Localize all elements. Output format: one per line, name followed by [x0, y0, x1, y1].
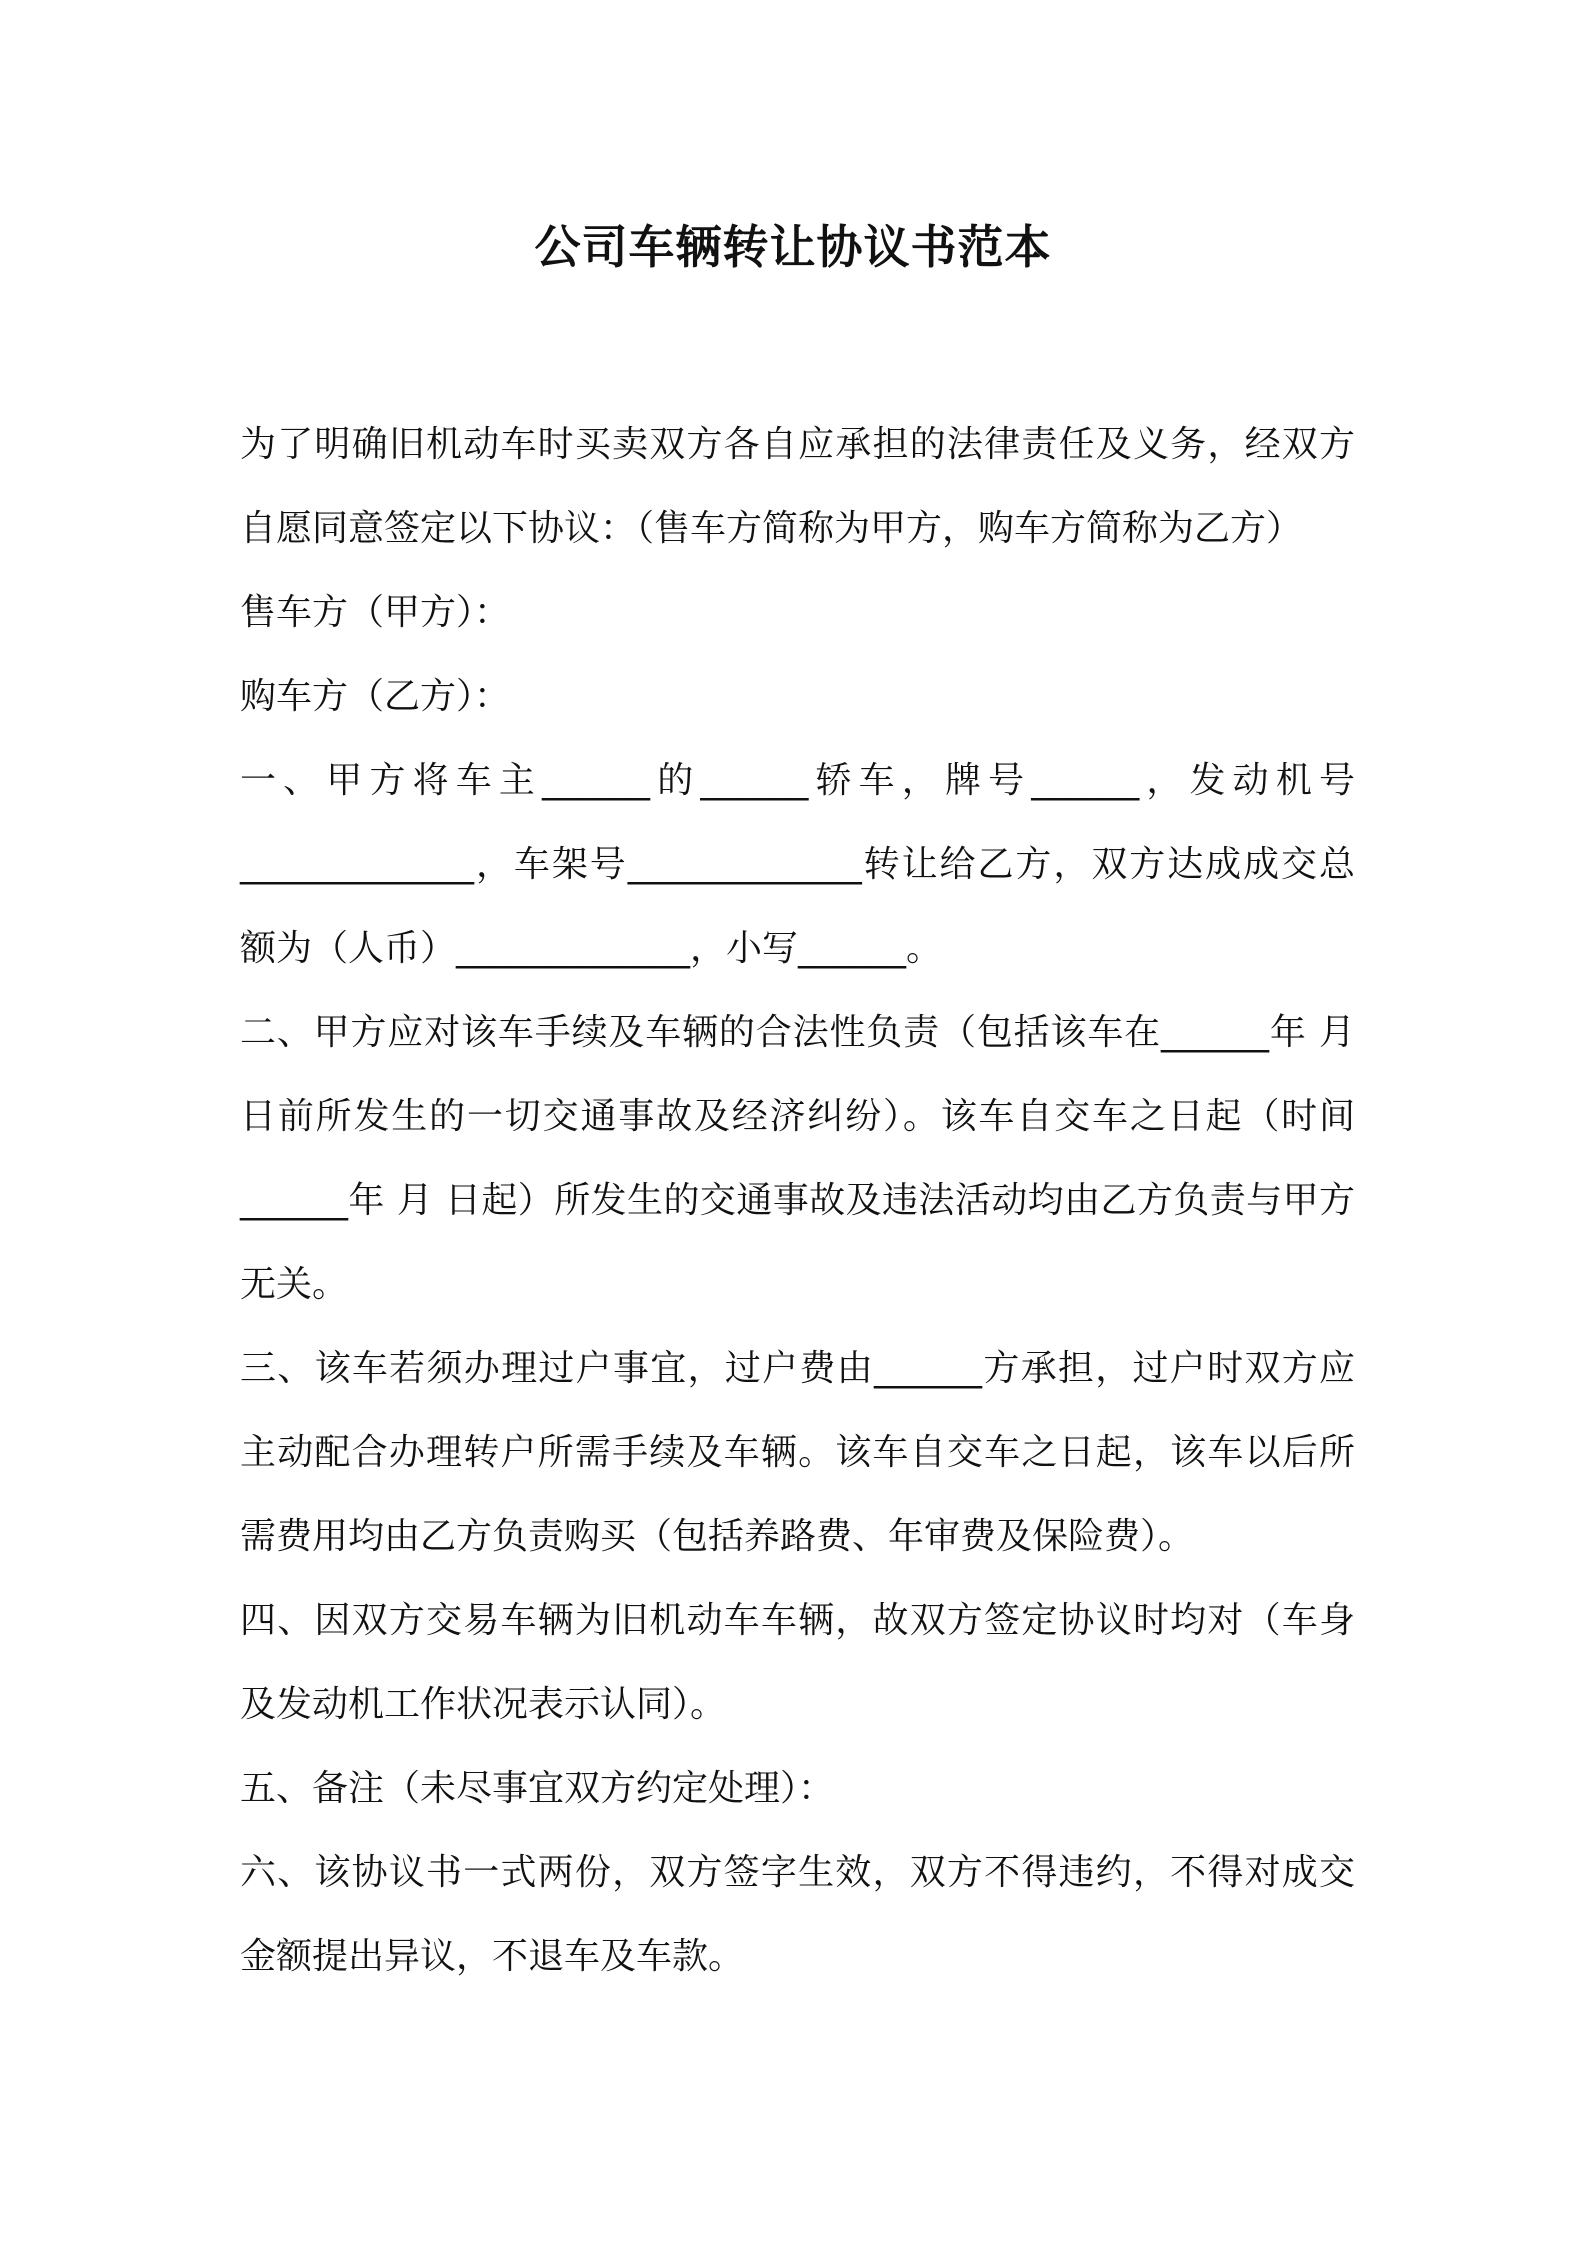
intro-paragraph: 为了明确旧机动车时买卖双方各自应承担的法律责任及义务，经双方自愿同意签定以下协议：（售车方简称为甲方，购车方简称为乙方） [240, 424, 1355, 549]
document-title: 公司车辆转让协议书范本 [534, 220, 1052, 274]
clause-2: 二、甲方应对该车手续及车辆的合法性负责（包括该车在______年 月 日前所发生的一切交通事故及经济纠纷）。该车自交车之日起（时间______年 月 日起）所发生的交通事故及违法活动均由乙方负责与甲方无关。 [240, 1012, 1355, 1305]
document-body [240, 403, 1355, 1999]
clause-6: 六、该协议书一式两份，双方签字生效，双方不得违约，不得对成交金额提出异议，不退车及车款。 [240, 1852, 1355, 1977]
clause-4: 四、因双方交易车辆为旧机动车车辆，故双方签定协议时均对（车身及发动机工作状况表示认同）。 [240, 1600, 1355, 1725]
buyer-line: 购车方（乙方）： [240, 676, 511, 717]
seller-line: 售车方（甲方）： [240, 592, 511, 633]
clause-1: 一、甲方将车主______的______轿车，牌号______，发动机号_____________，车架号_____________转让给乙方，双方达成成交总额为（人币）_____________，小写______。 [240, 760, 1355, 969]
clause-5: 五、备注（未尽事宜双方约定处理）： [240, 1768, 835, 1809]
clause-3: 三、该车若须办理过户事宜，过户费由______方承担，过户时双方应主动配合办理转户所需手续及车辆。该车自交车之日起，该车以后所需费用均由乙方负责购买（包括养路费、年审费及保险费）。 [240, 1348, 1355, 1557]
